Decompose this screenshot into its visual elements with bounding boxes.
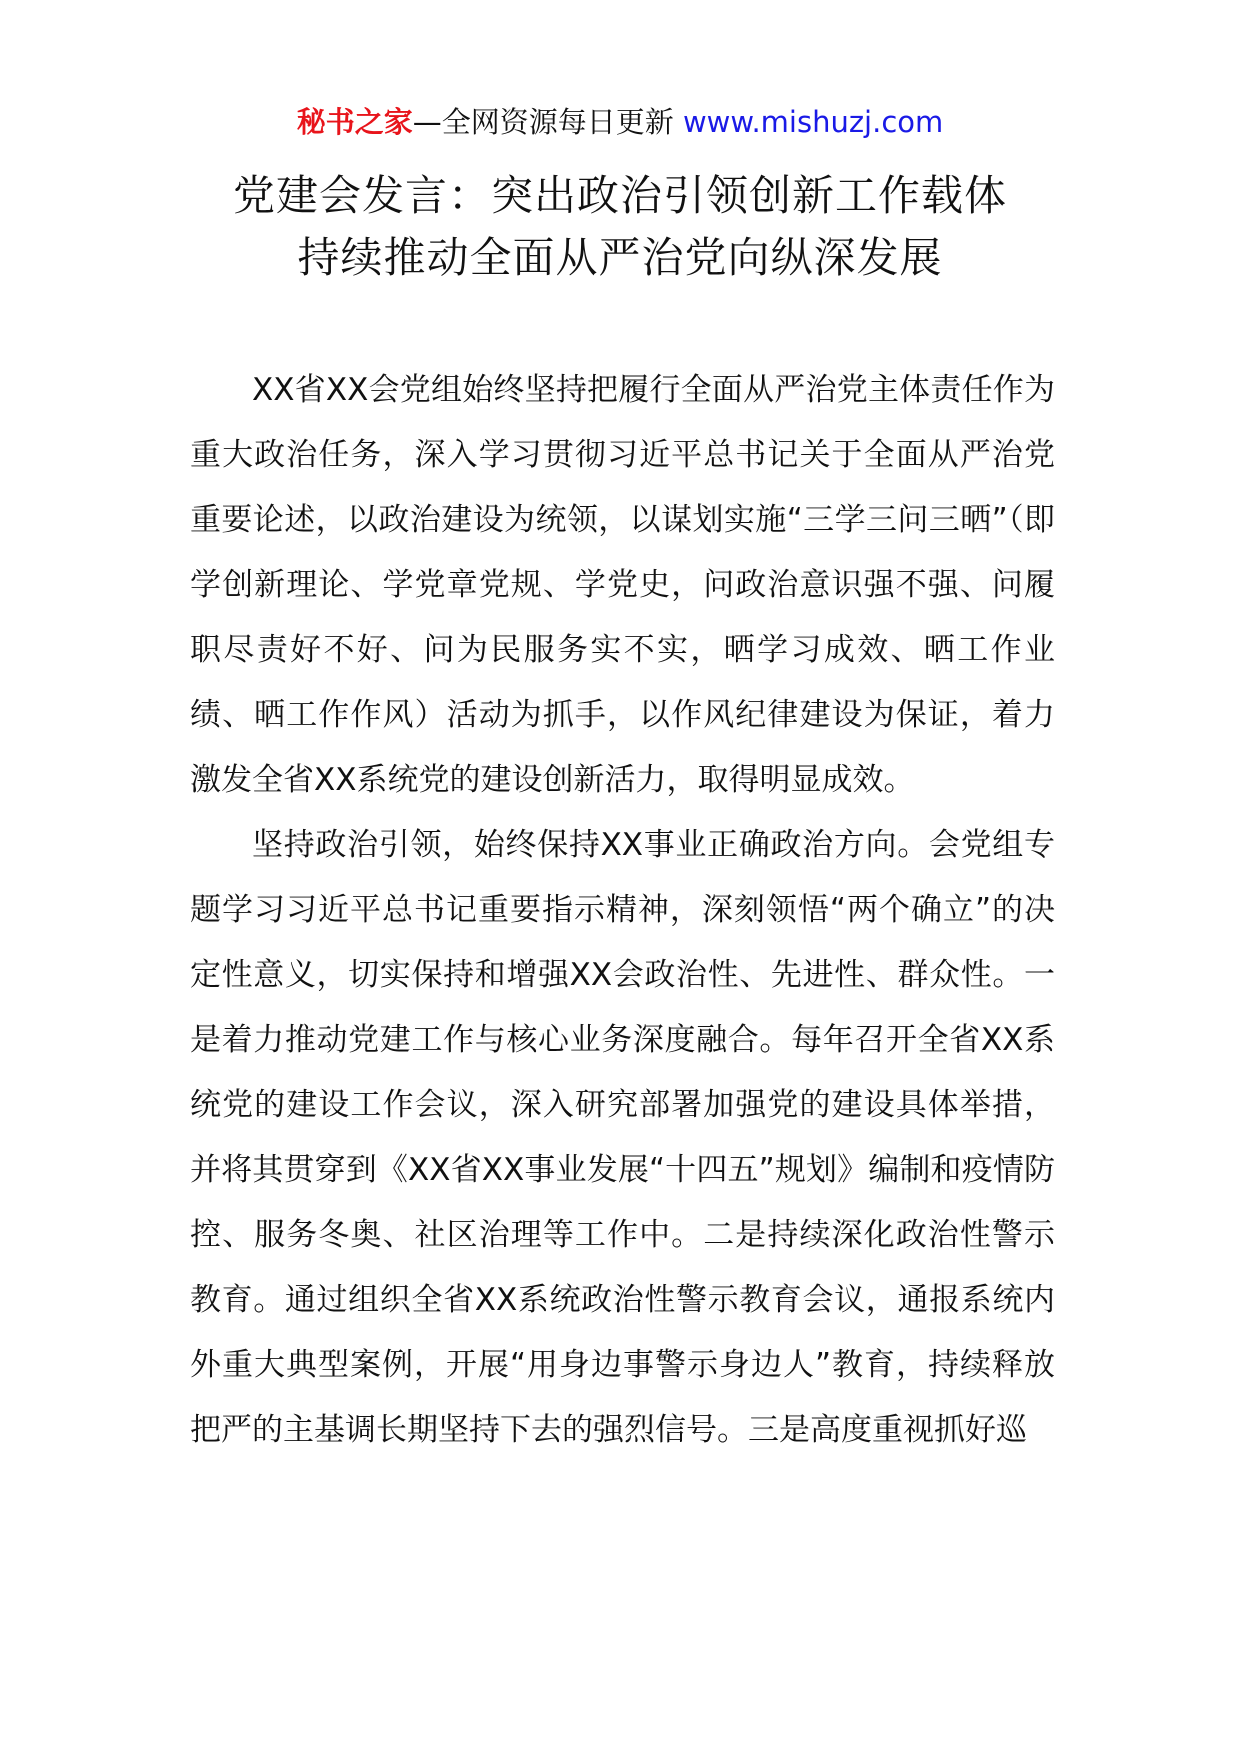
site-header: [0, 102, 1240, 142]
title-line-1: 党建会发言：突出政治引领创新工作载体: [232, 171, 1007, 220]
body-paragraph-2: 坚持政治引领，始终保持XX事业正确政治方向。会党组专题学习习近平总书记重要指示精神，深刻领悟“两个确立”的决定性意义，切实保持和增强XX会政治性、先进性、群众性。一是着力推动党建工作与核心业务深度融合。每年召开全省XX系统党的建设工作会议，深入研究部署加强党的建设具体举措，并将其贯穿到《XX省XX事业发展“十四五”规划》编制和疫情防控、服务冬奥、社区治理等工作中。二是持续深化政治性警示教育。通过组织全省XX系统政治性警示教育会议，通报系统内外重大典型案例，开展“用身边事警示身边人”教育，持续释放把严的主基调长期坚持下去的强烈信号。三是高度重视抓好巡: [190, 827, 1055, 1448]
site-brand: 秘书之家: [296, 105, 413, 139]
title-line-2: 持续推动全面从严治党向纵深发展: [297, 233, 943, 282]
document-body: [190, 358, 1055, 1463]
site-tagline: —全网资源每日更新: [412, 105, 674, 139]
site-url-link[interactable]: www.mishuzj.com: [682, 105, 944, 139]
body-paragraph-1: XX省XX会党组始终坚持把履行全面从严治党主体责任作为重大政治任务，深入学习贯彻习近平总书记关于全面从严治党重要论述，以政治建设为统领，以谋划实施“三学三问三晒”（即学创新理论、学党章党规、学党史，问政治意识强不强、问履职尽责好不好、问为民服务实不实，晒学习成效、晒工作业绩、晒工作作风）活动为抓手，以作风纪律建设为保证，着力激发全省XX系统党的建设创新活力，取得明显成效。: [190, 372, 1055, 798]
document-title: [0, 165, 1240, 289]
